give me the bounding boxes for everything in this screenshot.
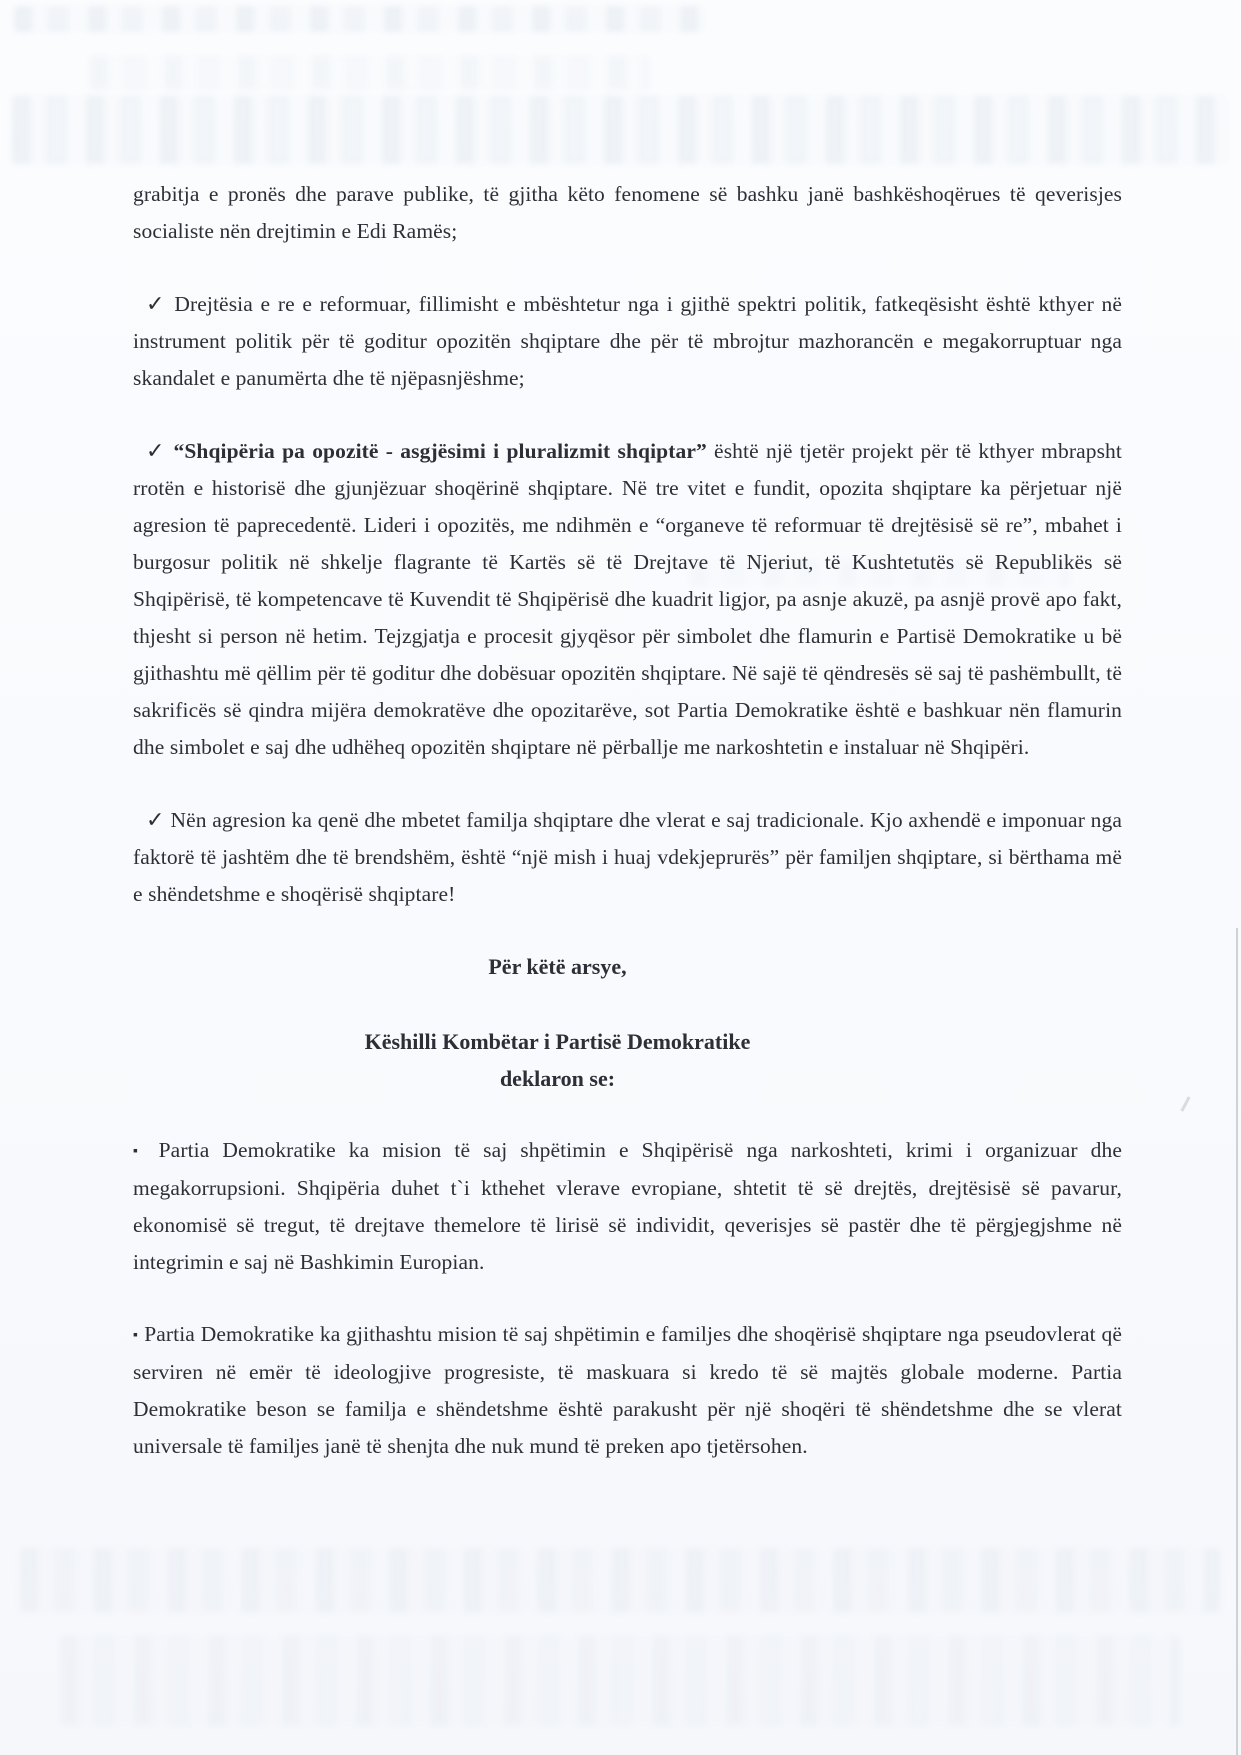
scan-bleedthrough-bottom xyxy=(60,1636,1180,1726)
heading-council-declaration xyxy=(133,1023,1122,1097)
paragraph-bullet-mission-family xyxy=(133,1316,1122,1465)
paragraph-intro xyxy=(133,176,1122,250)
heading-reason xyxy=(133,948,1122,985)
paragraph-text: Nën agresion ka qenë dhe mbetet familja shqiptare dhe vlerat e saj tradicionale. Kjo axhendë e imponuar nga faktorë të jashtëm dhe të brendshëm, është “një mish i huaj vdekjeprurës” për familjen shqiptare, si bërthama më e shëndetshme e shoqërisë shqiptare! xyxy=(133,808,1122,906)
paragraph-text: Partia Demokratike ka mision të saj shpëtimin e Shqipërisë nga narkoshteti, krimi i organizuar dhe megakorrupsioni. Shqipëria duhet t`i kthehet vlerave evropiane, shtetit të së drejtës, drejtësisë së pavarur, ekonomisë së tregut, të drejtave themelore të lirisë së individit, qeverisjes së pastër dhe të përgjegjshme në integrimin e saj në Bashkimin Europian. xyxy=(133,1138,1122,1274)
paragraph-check-justice xyxy=(133,285,1122,397)
paragraph-intro-text: grabitja e pronës dhe parave publike, të gjitha këto fenomene së bashku janë bashkëshoqërues të qeverisjes socialiste nën drejtimin e Edi Ramës; xyxy=(133,182,1122,243)
bullet-square-icon: ▪ xyxy=(133,1328,139,1343)
paragraph-text: Partia Demokratike ka gjithashtu mision të saj shpëtimin e familjes dhe shoqërisë shqiptare nga pseudovlerat që serviren në emër të ideologjive progresiste, të maskuara si kredo të së majtës globale moderne. Partia Demokratike beson se familja e shëndetshme është parakusht për një shoqëri të shëndetshme dhe se vlerat universale të familjes janë të shenjta dhe nuk mund të preken apo tjetërsohen. xyxy=(133,1322,1122,1458)
scan-bleedthrough-bottom xyxy=(20,1548,1220,1612)
heading-declares-text: deklaron se: xyxy=(499,1066,616,1091)
bullet-square-icon: ▪ xyxy=(133,1144,146,1159)
paragraph-bold-lead: “Shqipëria pa opozitë - asgjësimi i pluralizmit shqiptar” xyxy=(173,439,707,463)
paragraph-text: është një tjetër projekt për të kthyer mbrapsht rrotën e historisë dhe gjunjëzuar shoqërinë shqiptare. Në tre vitet e fundit, opozita shqiptare ka përjetuar një agresion të paprecedentë. Lideri i opozitës, me ndihmën e “organeve të reformuar të drejtësisë së re”, mbahet i burgosur politik në shkelje flagrante të Kartës së të Drejtave të Njeriut, të Kushtetutës së Republikës së Shqipërisë, të kompetencave të Kuvendit të Shqipërisë dhe kuadrit ligjor, pa asnje akuzë, pa asnjë provë apo fakt, thjesht si person në hetim. Tejzgjatja e procesit gjyqësor për simbolet dhe flamurin e Partisë Demokratike u bë gjithashtu më qëllim për të goditur dhe dobësuar opozitën shqiptare. Në sajë të qëndresës së saj të pashëmbullt, të sakrificës së qindra mijëra demokratëve dhe opozitarëve, sot Partia Demokratike është e bashkuar nën flamurin dhe simbolet e saj dhe udhëheq opozitën shqiptare në përballje me narkoshtetin e instaluar në Shqipëri. xyxy=(133,439,1122,759)
paragraph-bullet-mission-state xyxy=(133,1132,1122,1281)
check-icon: ✓ xyxy=(146,291,167,316)
heading-reason-text: Për këtë arsye, xyxy=(488,954,627,979)
heading-council-text: Këshilli Kombëtar i Partisë Demokratike xyxy=(364,1029,751,1054)
paragraph-check-family xyxy=(133,801,1122,913)
paragraph-text: Drejtësia e re e reformuar, fillimisht e mbështetur nga i gjithë spektri politik, fatkeqësisht është kthyer në instrument politik për të goditur opozitën shqiptare dhe për të mbrojtur mazhorancën e megakorruptuar nga skandalet e panumërta dhe të njëpasnjëshme; xyxy=(133,292,1122,390)
paragraph-check-opposition xyxy=(133,432,1122,766)
check-icon: ✓ xyxy=(146,807,165,832)
check-icon: ✓ xyxy=(146,438,167,463)
